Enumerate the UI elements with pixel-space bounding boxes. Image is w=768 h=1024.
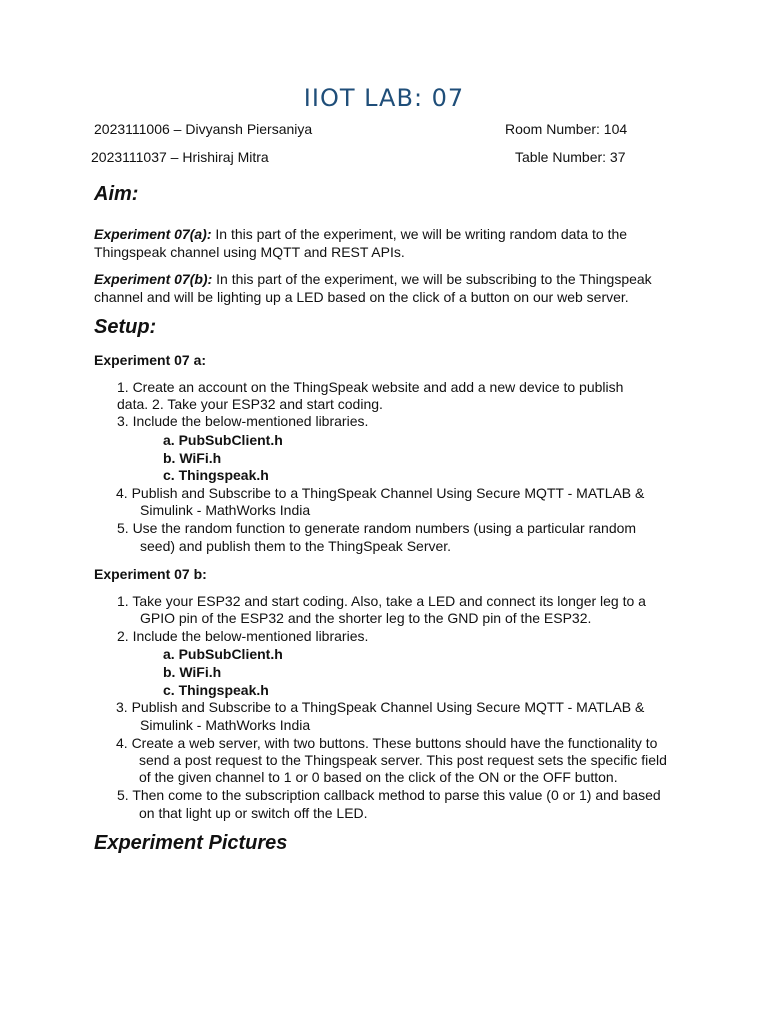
exp-a-text: In this part of the experiment, we will be writing random data to the Thingspeak channel using MQTT and REST APIs.: [94, 226, 628, 260]
b-step-5: 5. Then come to the subscription callback method to parse this value (0 or 1) and based: [117, 787, 661, 803]
aim-exp-a: [94, 226, 694, 261]
b-step-4-cont-2: of the given channel to 1 or 0 based on the click of the ON or the OFF button.: [139, 769, 618, 785]
b-step-1-cont: GPIO pin of the ESP32 and the shorter leg to the GND pin of the ESP32.: [140, 610, 592, 626]
aim-exp-b: [94, 271, 694, 306]
student-1-name: 2023111006 – Divyansh Piersaniya: [94, 121, 313, 137]
setup-heading: Setup:: [94, 316, 157, 338]
a-step-3: 3. Include the below-mentioned libraries.: [117, 413, 369, 429]
room-number: Room Number: 104: [505, 121, 628, 137]
a-step-5: 5. Use the random function to generate random numbers (using a particular random: [117, 520, 637, 536]
b-step-3-cont: Simulink - MathWorks India: [140, 717, 311, 733]
b-lib-wifi: b. WiFi.h: [163, 664, 222, 680]
student-2-name: 2023111037 – Hrishiraj Mitra: [91, 149, 269, 165]
exp-b-text: In this part of the experiment, we will be subscribing to the Thingspeak channel and will be lighting up a LED based on the click of a button on our web server.: [94, 271, 652, 305]
a-lib-wifi: b. WiFi.h: [163, 450, 222, 466]
a-step-4-cont: Simulink - MathWorks India: [140, 502, 311, 518]
exp-a-heading: Experiment 07 a:: [94, 352, 207, 368]
a-lib-pubsub: a. PubSubClient.h: [163, 432, 283, 448]
exp-b-label: Experiment 07(b):: [94, 271, 213, 287]
b-lib-thingspeak: c. Thingspeak.h: [163, 682, 269, 698]
b-step-4: 4. Create a web server, with two buttons. These buttons should have the functionality to: [116, 735, 658, 751]
b-step-5-cont: on that light up or switch off the LED.: [139, 805, 368, 821]
table-number: Table Number: 37: [515, 149, 626, 165]
a-lib-thingspeak: c. Thingspeak.h: [163, 467, 269, 483]
a-step-4: 4. Publish and Subscribe to a ThingSpeak Channel Using Secure MQTT - MATLAB &: [116, 485, 645, 501]
aim-heading: Aim:: [94, 183, 139, 205]
a-step-1-cont: data. 2. Take your ESP32 and start coding.: [117, 396, 383, 412]
a-step-5-cont: seed) and publish them to the ThingSpeak Server.: [140, 538, 452, 554]
exp-b-heading: Experiment 07 b:: [94, 566, 207, 582]
b-step-1: 1. Take your ESP32 and start coding. Also, take a LED and connect its longer leg to a: [117, 593, 646, 609]
experiment-pictures-heading: Experiment Pictures: [94, 832, 288, 854]
page-title: IIOT LAB: 07: [303, 84, 465, 112]
b-lib-pubsub: a. PubSubClient.h: [163, 646, 283, 662]
b-step-2: 2. Include the below-mentioned libraries.: [117, 628, 369, 644]
exp-a-label: Experiment 07(a):: [94, 226, 212, 242]
a-step-1: 1. Create an account on the ThingSpeak website and add a new device to publish: [117, 379, 624, 395]
b-step-3: 3. Publish and Subscribe to a ThingSpeak Channel Using Secure MQTT - MATLAB &: [116, 699, 645, 715]
b-step-4-cont-1: send a post request to the Thingspeak server. This post request sets the specific field: [139, 752, 667, 768]
